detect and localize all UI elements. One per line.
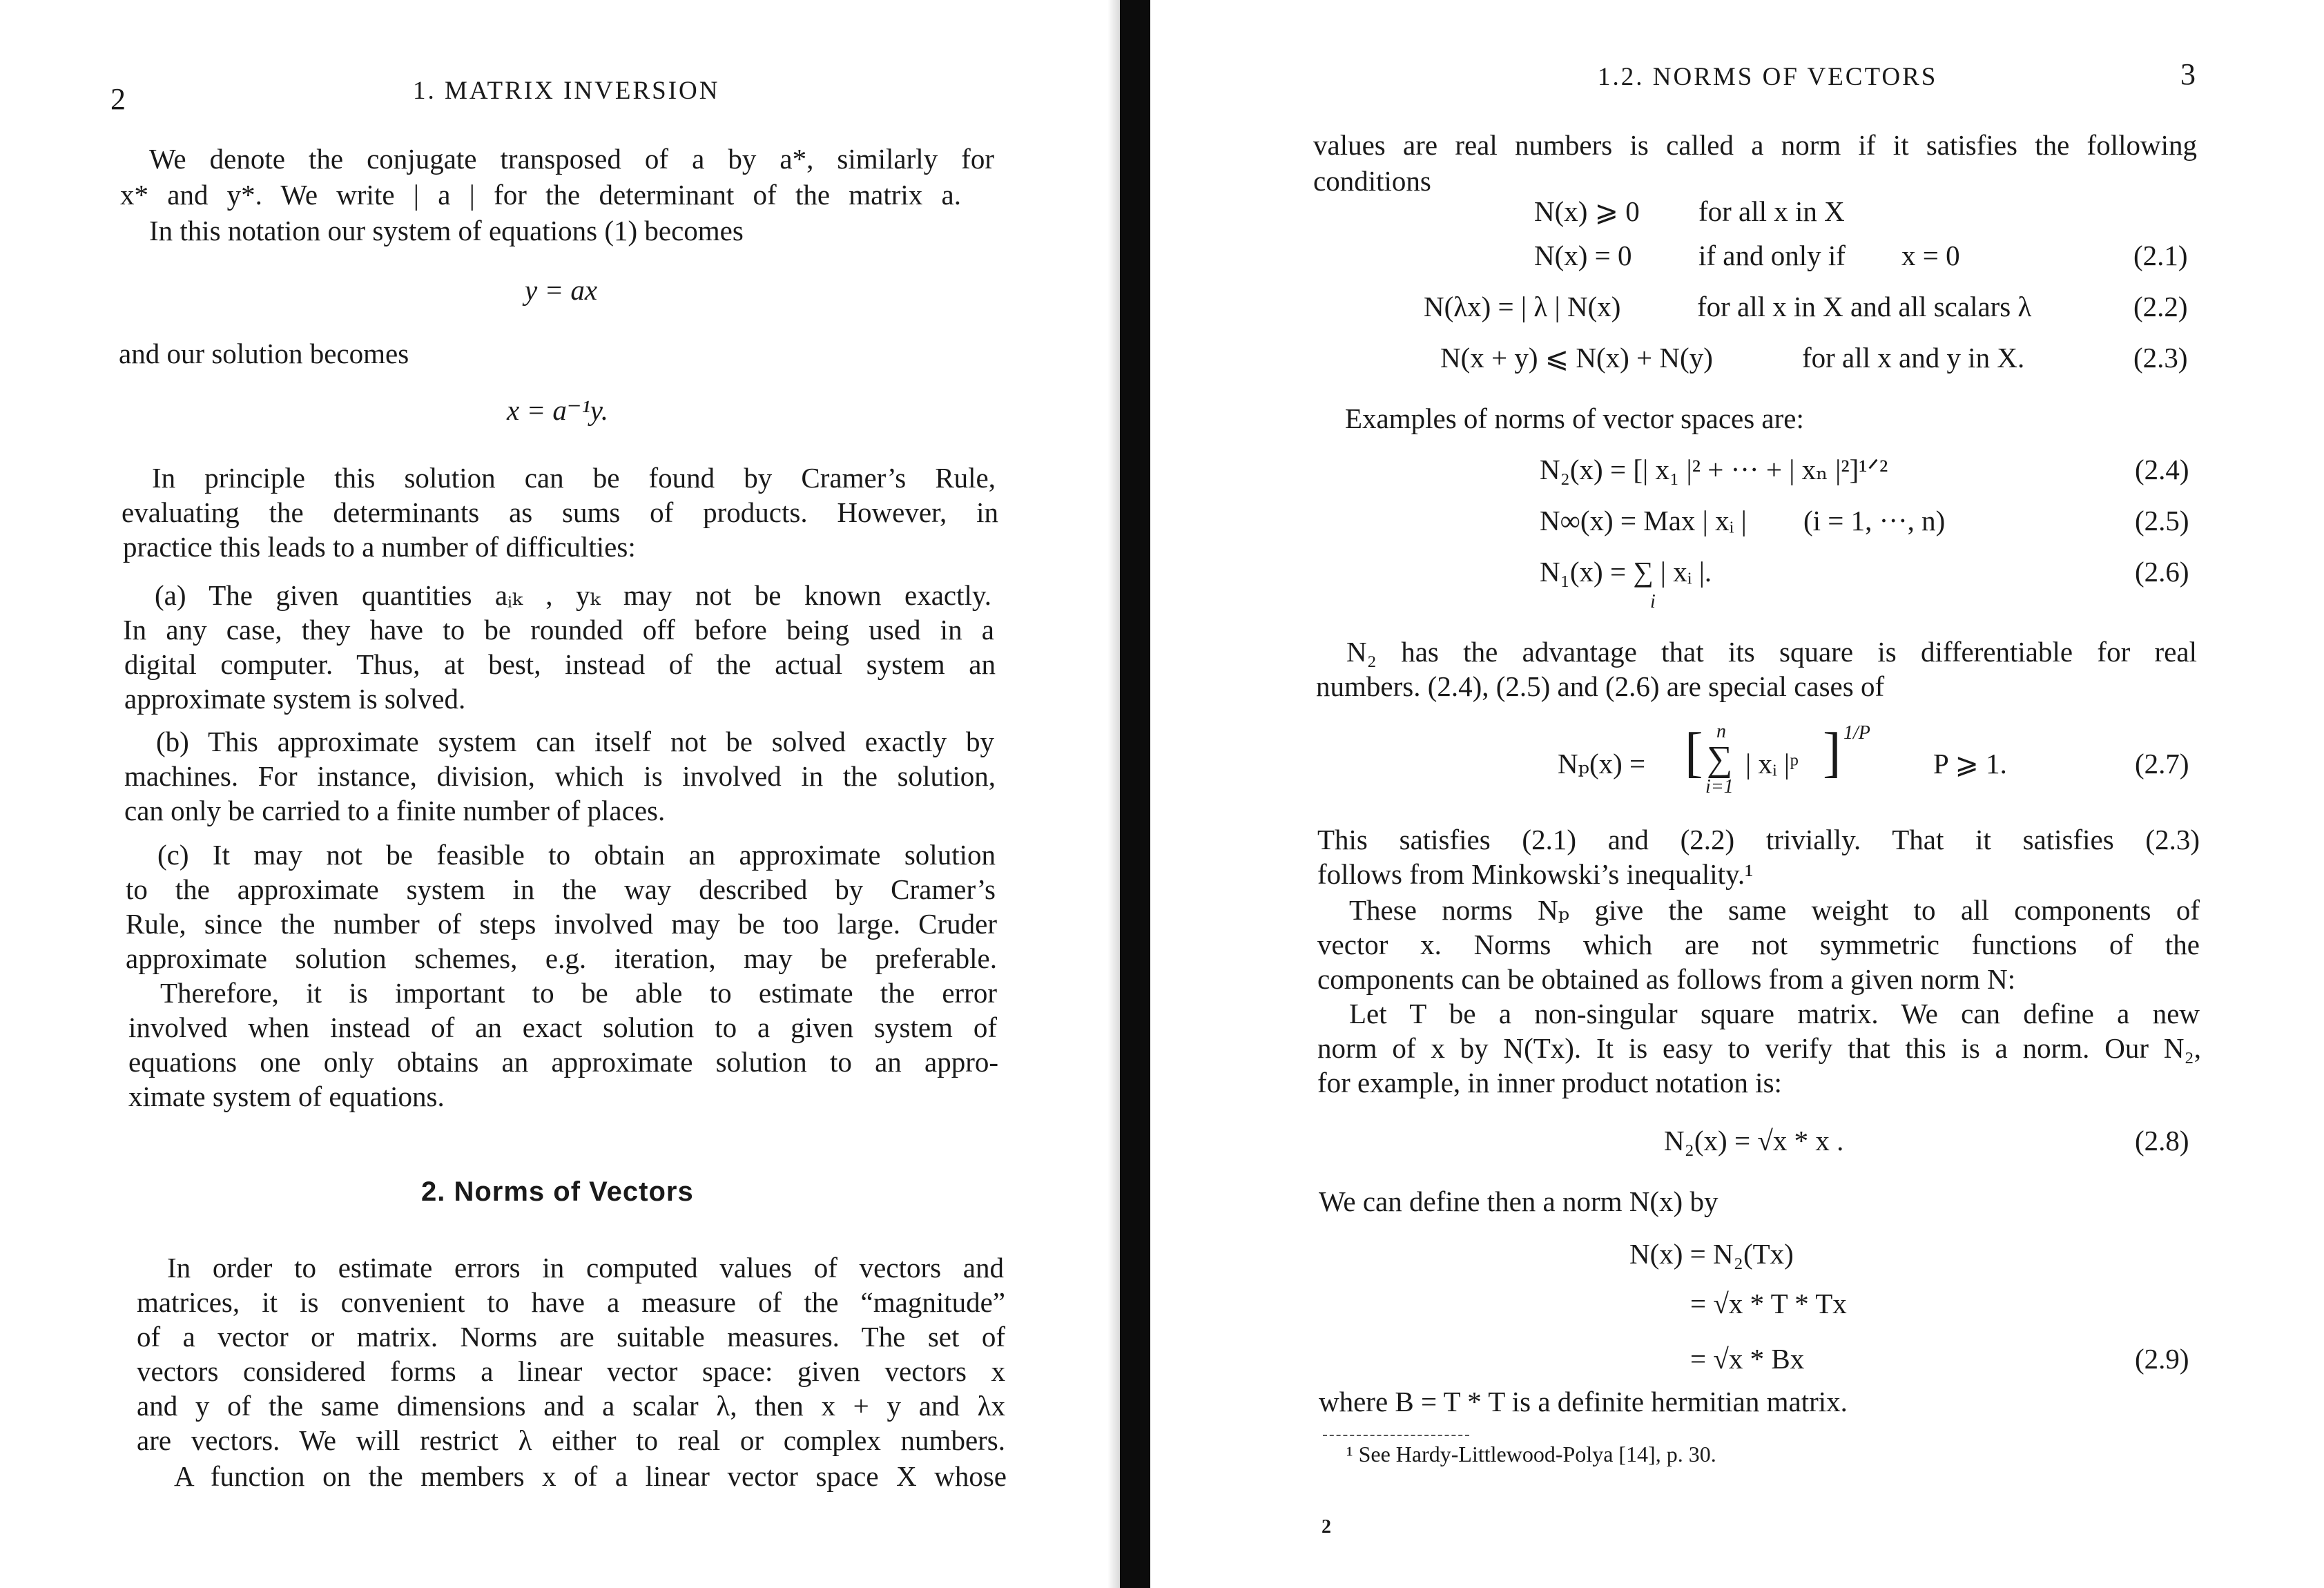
equation-number: (2.2) <box>2133 291 2188 322</box>
equation-number: (2.4) <box>2135 454 2189 485</box>
equation-number: (2.9) <box>2135 1343 2189 1375</box>
norm-equation: N∞(x) = Max | xᵢ | <box>1540 505 1747 536</box>
paragraph-line: and our solution becomes <box>119 338 409 369</box>
paragraph-line: In this notation our system of equations (1) becomes <box>149 215 744 246</box>
paragraph-line: values are real numbers is called a norm if it satisfies the following <box>1313 129 2197 161</box>
sum-bottom: i=1 <box>1705 776 1734 797</box>
footnote-rule <box>1323 1435 1469 1436</box>
equation-number: (2.7) <box>2135 748 2189 780</box>
paragraph-line: These norms Nₚ give the same weight to all components of <box>1349 894 2200 926</box>
list-item-line: can only be carried to a finite number of places. <box>124 795 666 826</box>
condition-lhs: N(x + y) ⩽ N(x) + N(y) <box>1440 342 1713 374</box>
paragraph-line: practice this leads to a number of difficulties: <box>123 531 636 563</box>
list-item-line: (a) The given quantities aᵢₖ , yₖ may not be known exactly. <box>155 579 991 611</box>
condition-lhs: N(λx) = | λ | N(x) <box>1424 291 1621 322</box>
list-item-line: approximate solution schemes, e.g. iteration, may be preferable. <box>126 942 997 974</box>
paragraph-line: equations one only obtains an approximate solution to an appro- <box>128 1046 998 1078</box>
paragraph-line: are vectors. We will restrict λ either to real or complex numbers. <box>137 1424 1005 1456</box>
paragraph-line: evaluating the determinants as sums of products. However, in <box>122 496 998 528</box>
paragraph-line: N₂ has the advantage that its square is differentiable for real <box>1346 636 2197 668</box>
paragraph-line: Therefore, it is important to be able to estimate the error <box>160 977 997 1009</box>
equation: = √x * Bx <box>1690 1343 1805 1375</box>
paragraph-line: and y of the same dimensions and a scalar λ, then x + y and λx <box>137 1390 1005 1422</box>
paragraph-line: We can define then a norm N(x) by <box>1319 1185 1718 1217</box>
paragraph-line: In principle this solution can be found by Cramer’s Rule, <box>152 462 996 494</box>
np-body: | xᵢ |ᵖ <box>1745 748 1799 780</box>
list-item-line: digital computer. Thus, at best, instead of the actual system an <box>124 648 996 680</box>
paragraph-line: follows from Minkowski’s inequality.¹ <box>1317 858 1754 890</box>
page-number: 2 <box>110 82 126 116</box>
norm-condition: (i = 1, ···, n) <box>1803 505 1946 536</box>
paragraph-line: We denote the conjugate transposed of a by a*, similarly for <box>149 143 994 175</box>
paragraph-line: x* and y*. We write | a | for the determinant of the matrix a. <box>120 179 961 211</box>
condition-lhs: N(x) ⩾ 0 <box>1534 195 1640 227</box>
paragraph-line: Examples of norms of vector spaces are: <box>1345 403 1804 434</box>
condition-text: for all x and y in X. <box>1802 342 2025 374</box>
paragraph-line: A function on the members x of a linear vector space X whose <box>174 1460 1007 1492</box>
list-item-line: approximate system is solved. <box>124 683 466 715</box>
equation-number: (2.8) <box>2135 1125 2189 1156</box>
condition-text: for all x in X and all scalars λ <box>1697 291 2032 322</box>
list-item-line: Rule, since the number of steps involved may be too large. Cruder <box>126 908 997 940</box>
paragraph-line: vectors considered forms a linear vector space: given vectors x <box>137 1355 1005 1387</box>
equation-number: (2.6) <box>2135 556 2189 588</box>
paragraph-line: where B = T * T is a definite hermitian matrix. <box>1319 1386 1848 1417</box>
section-heading: 2. Norms of Vectors <box>421 1177 694 1207</box>
right-page <box>1146 0 2324 1588</box>
sum-index: i <box>1650 591 1656 612</box>
equation-number: (2.5) <box>2135 505 2189 536</box>
left-page <box>0 0 1119 1588</box>
sum-top: n <box>1716 721 1726 742</box>
page-number: 3 <box>2180 57 2196 91</box>
paragraph-line: components can be obtained as follows from a given norm N: <box>1317 963 2016 995</box>
signature-mark: 2 <box>1321 1516 1331 1538</box>
paragraph-line: matrices, it is convenient to have a measure of the “magnitude” <box>137 1286 1005 1318</box>
paragraph-line: ximate system of equations. <box>128 1081 445 1112</box>
right-bracket: ] <box>1823 722 1841 783</box>
equation: = √x * T * Tx <box>1690 1288 1847 1319</box>
norm-equation: N₂(x) = [| x₁ |² + ··· + | xₙ |²]¹ᐟ² <box>1540 454 1888 485</box>
paragraph-line: for example, in inner product notation is: <box>1317 1067 1782 1098</box>
paragraph-line: involved when instead of an exact solution to a given system of <box>128 1011 997 1043</box>
left-bracket: [ <box>1685 722 1703 783</box>
paragraph-line: In order to estimate errors in computed values of vectors and <box>167 1252 1004 1284</box>
norm-equation: N₁(x) = ∑ | xᵢ |. <box>1540 556 1712 588</box>
equation-number: (2.3) <box>2133 342 2188 374</box>
running-head: 1. MATRIX INVERSION <box>413 77 720 105</box>
list-item-line: machines. For instance, division, which is involved in the solution, <box>124 760 996 792</box>
list-item-line: (c) It may not be feasible to obtain an approximate solution <box>157 839 996 871</box>
equation-number: (2.1) <box>2133 240 2188 271</box>
paragraph-line: numbers. (2.4), (2.5) and (2.6) are special cases of <box>1316 670 1885 702</box>
paragraph-line: vector x. Norms which are not symmetric functions of the <box>1317 929 2200 960</box>
equation: N₂(x) = √x * x . <box>1664 1125 1844 1156</box>
footnote: ¹ See Hardy-Littlewood-Polya [14], p. 30. <box>1346 1442 1716 1466</box>
sum-sign: ∑ <box>1707 739 1733 779</box>
condition-lhs: N(x) = 0 <box>1534 240 1632 271</box>
paragraph-line: Let T be a non-singular square matrix. We can define a new <box>1349 998 2200 1029</box>
equation: y = ax <box>525 274 598 306</box>
paragraph-line: of a vector or matrix. Norms are suitable measures. The set of <box>137 1321 1005 1353</box>
equation: x = a⁻¹y. <box>507 394 608 426</box>
page-spine-shadow <box>1107 0 1120 1588</box>
condition-extra: x = 0 <box>1901 240 1960 271</box>
paragraph-line: conditions <box>1313 165 1431 197</box>
np-condition: P ⩾ 1. <box>1933 748 2007 780</box>
paragraph-line: norm of x by N(Tx). It is easy to verify that this is a norm. Our N₂, <box>1317 1032 2201 1064</box>
equation: N(x) = N₂(Tx) <box>1629 1238 1794 1270</box>
np-exponent: 1/P <box>1843 722 1870 744</box>
condition-text: if and only if <box>1698 240 1846 271</box>
running-head: 1.2. NORMS OF VECTORS <box>1598 63 1938 91</box>
condition-text: for all x in X <box>1698 195 1845 227</box>
np-lhs: Nₚ(x) = <box>1558 748 1646 780</box>
list-item-line: In any case, they have to be rounded off before being used in a <box>123 614 994 646</box>
list-item-line: (b) This approximate system can itself not be solved exactly by <box>156 726 994 757</box>
paragraph-line: This satisfies (2.1) and (2.2) trivially. That it satisfies (2.3) <box>1317 824 2200 855</box>
list-item-line: to the approximate system in the way described by Cramer’s <box>126 873 996 905</box>
